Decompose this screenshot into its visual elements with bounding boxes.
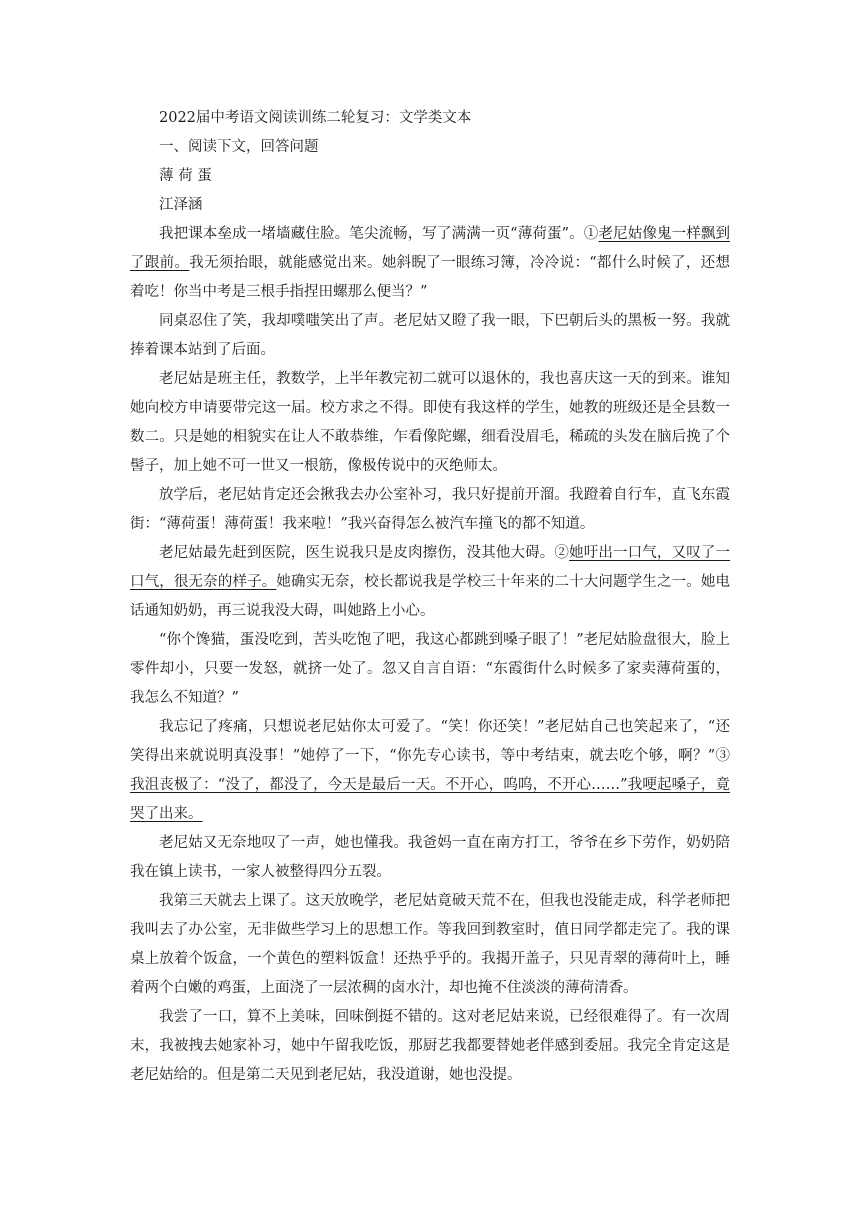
paragraph-4 xyxy=(130,481,730,539)
section-heading: 一、阅读下文，回答问题 xyxy=(159,139,319,155)
underlined-sentence-3: 我沮丧极了：“没了，都没了，今天是最后一天。不开心，呜呜，不开心……”我哽起嗓子，竟哭了出来。 xyxy=(130,777,730,822)
paragraph-text: 我尝了一口，算不上美味，回味倒挺不错的。这对老尼姑来说，已经很难得了。有一次周末，我被拽去她家补习，她中午留我吃饭，那厨艺我都要替她老伴感到委屈。我完全肯定这是老尼姑给的。但是第二天见到老尼姑，我没道谢，她也没提。 xyxy=(130,1009,730,1083)
paragraph-7 xyxy=(130,713,730,829)
paragraph-3 xyxy=(130,365,730,481)
paragraph-text: 我无须抬眼，就能感觉出来。她斜睨了一眼练习簿，冷冷说：“都什么时候了，还想着吃！你当中考是三根手指捏田螺那么便当？” xyxy=(130,255,730,300)
paragraph-text: 她确实无奈，校长都说我是学校三十年来的二十大问题学生之一。她电话通知奶奶，再三说我没大碍，叫她路上小心。 xyxy=(130,574,730,619)
paragraph-text: 老尼姑最先赶到医院，医生说我只是皮肉擦伤，没其他大碍。② xyxy=(159,545,570,561)
paragraph-text: 同桌忍住了笑，我却噗嗤笑出了声。老尼姑又瞪了我一眼，下巴朝后头的黑板一努。我就捧着课本站到了后面。 xyxy=(130,313,730,358)
paragraph-text: 老尼姑是班主任，教数学，上半年教完初二就可以退休的，我也喜庆这一天的到来。谁知她向校方申请要带完这一届。校方求之不得。即使有我这样的学生，她教的班级还是全县数一数二。只是她的相貌实在让人不敢恭维，乍看像陀螺，细看没眉毛，稀疏的头发在脑后挽了个髻子，加上她不可一世又一根筋，像极传说中的灭绝师太。 xyxy=(130,371,730,474)
paragraph-2 xyxy=(130,307,730,365)
paragraph-8 xyxy=(130,829,730,887)
paragraph-10 xyxy=(130,1003,730,1090)
paragraph-text: “你个馋猫，蛋没吃到，苦头吃饱了吧，我这心都跳到嗓子眼了！”老尼姑脸盘很大，脸上零件却小，只要一发怒，就挤一处了。忽又自言自语：“东霞街什么时候多了家卖薄荷蛋的，我怎么不知道？” xyxy=(130,632,730,706)
paragraph-9 xyxy=(130,887,730,1003)
paragraph-6 xyxy=(130,626,730,713)
paragraph-1 xyxy=(130,220,730,307)
document-title: 2022届中考语文阅读训练二轮复习：文学类文本 xyxy=(159,110,472,126)
document-page xyxy=(130,104,730,1090)
paragraph-text: 老尼姑又无奈地叹了一声，她也懂我。我爸妈一直在南方打工，爷爷在乡下劳作，奶奶陪我在镇上读书，一家人被整得四分五裂。 xyxy=(130,835,730,880)
story-author: 江泽涵 xyxy=(159,197,203,213)
paragraph-5 xyxy=(130,539,730,626)
underlined-sentence-2: 她吁出一口气，又叹了一口气，很无奈的样子。 xyxy=(130,545,731,590)
underlined-sentence-1: 老尼姑像鬼一样飘到了跟前。 xyxy=(130,226,730,271)
story-title: 薄 荷 蛋 xyxy=(159,168,212,184)
paragraph-text: 放学后，老尼姑肯定还会揪我去办公室补习，我只好提前开溜。我蹬着自行车，直飞东霞街：“薄荷蛋！薄荷蛋！我来啦！”我兴奋得怎么被汽车撞飞的都不知道。 xyxy=(130,487,730,532)
paragraph-text: 我第三天就去上课了。这天放晚学，老尼姑竟破天荒不在，但我也没能走成，科学老师把我叫去了办公室，无非做些学习上的思想工作。等我回到教室时，值日同学都走完了。我的课桌上放着个饭盒，一个黄色的塑料饭盒！还热乎乎的。我揭开盖子，只见青翠的薄荷叶上，睡着两个白嫩的鸡蛋，上面浇了一层浓稠的卤水汁，却也掩不住淡淡的薄荷清香。 xyxy=(130,893,730,996)
paragraph-text: 我把课本垒成一堵墙藏住脸。笔尖流畅，写了满满一页“薄荷蛋”。① xyxy=(159,226,599,242)
paragraph-text: 我忘记了疼痛，只想说老尼姑你太可爱了。“笑！你还笑！”老尼姑自己也笑起来了，“还笑得出来就说明真没事！”她停了一下，“你先专心读书，等中考结束，就去吃个够，啊？”③ xyxy=(130,719,730,764)
